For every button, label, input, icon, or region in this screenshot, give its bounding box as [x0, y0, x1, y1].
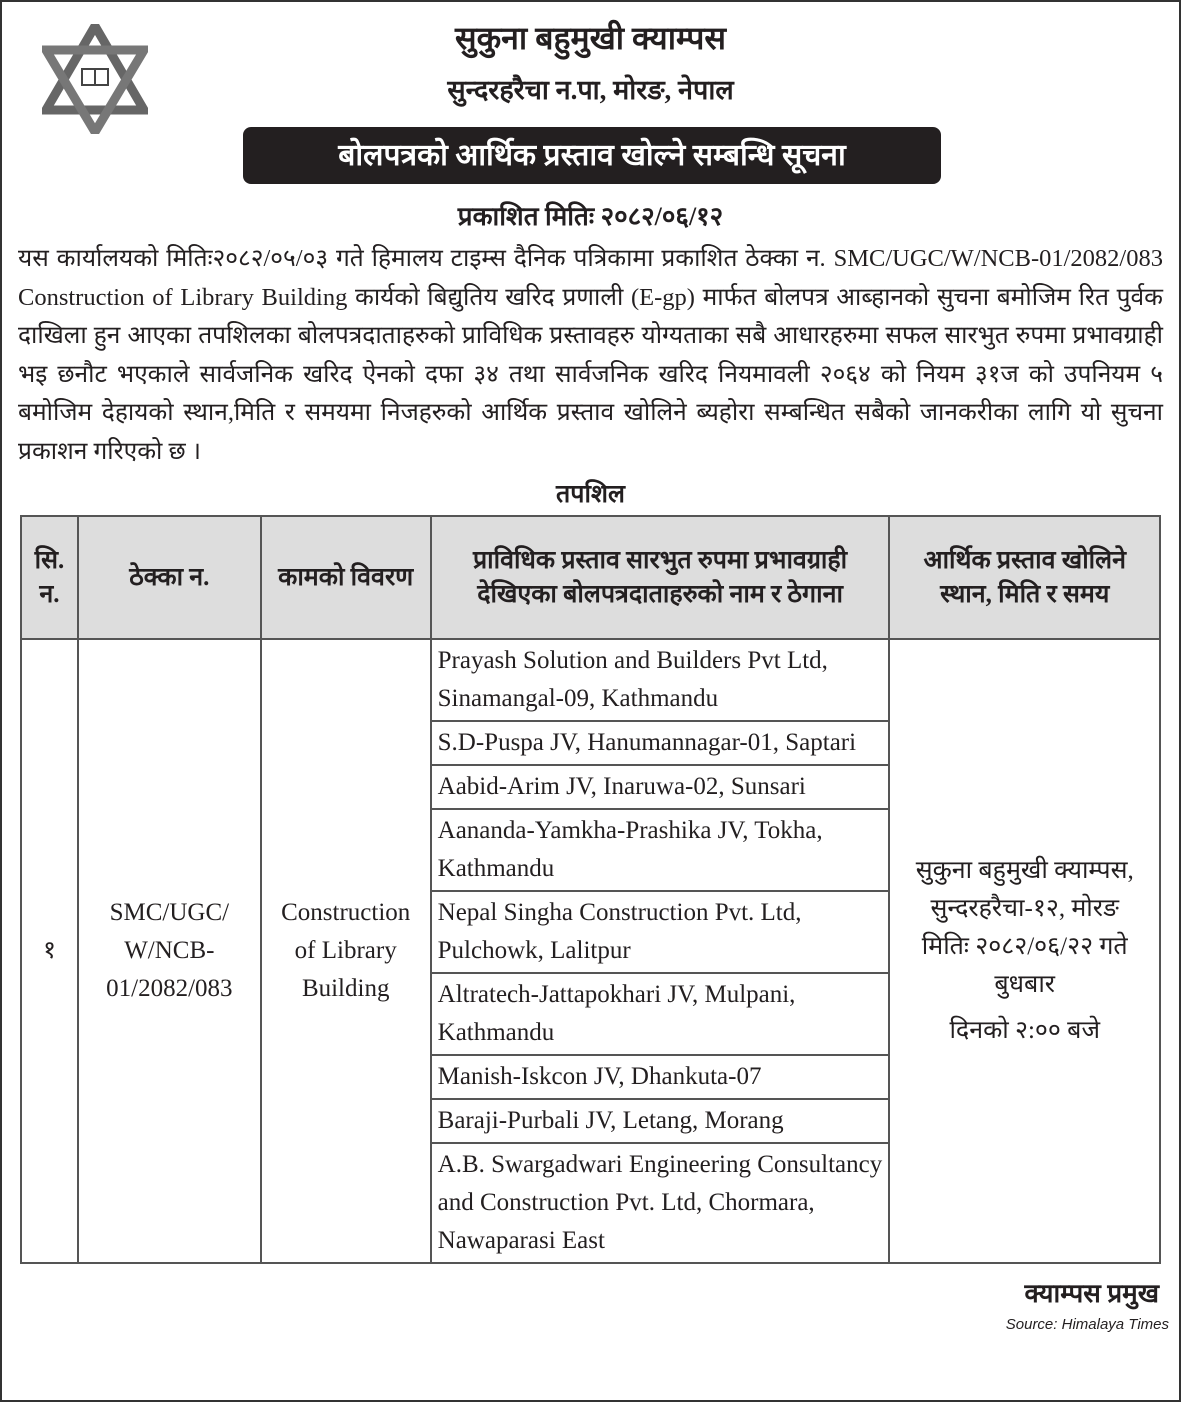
cell-contract-no: SMC/UGC/ W/NCB- 01/2082/083 — [78, 639, 261, 1263]
bidder-cell: Manish-Iskcon JV, Dhankuta-07 — [431, 1055, 890, 1099]
table-row — [21, 639, 1160, 721]
bidder-cell: Prayash Solution and Builders Pvt Ltd, Sinamangal-09, Kathmandu — [431, 639, 890, 721]
schedule-heading: तपशिल — [556, 481, 625, 508]
bidder-cell: Baraji-Purbali JV, Letang, Morang — [431, 1099, 890, 1143]
published-date: प्रकाशित मितिः २०८२/०६/१२ — [457, 202, 724, 231]
bidders-table — [20, 515, 1161, 1264]
bidder-cell: Aananda-Yamkha-Prashika JV, Tokha, Kathmandu — [431, 809, 890, 891]
header-sn: सि. न. — [21, 516, 78, 639]
header-venue: आर्थिक प्रस्ताव खोलिने स्थान, मिति र समय — [889, 516, 1160, 639]
cell-work: Construction of Library Building — [261, 639, 431, 1263]
venue-text: सुकुना बहुमुखी क्याम्पस, सुन्दरहरैचा-१२, मोरङ — [915, 857, 1134, 922]
header-contract-no: ठेक्का न. — [78, 516, 261, 639]
cell-sn: १ — [21, 639, 78, 1263]
header-bidders: प्राविधिक प्रस्ताव सारभुत रुपमा प्रभावग्राही देखिएका बोलपत्रदाताहरुको नाम र ठेगाना — [431, 516, 890, 639]
bidder-cell: Altratech-Jattapokhari JV, Mulpani, Kathmandu — [431, 973, 890, 1055]
source-credit: Source: Himalaya Times — [1005, 1316, 1169, 1333]
signatory: क्याम्पस प्रमुख — [1024, 1279, 1159, 1308]
table-header-row — [21, 516, 1160, 639]
opening-time: दिनको २:०० बजे — [949, 1017, 1101, 1044]
org-name: सुकुना बहुमुखी क्याम्पस — [454, 20, 727, 56]
notice-title: बोलपत्रको आर्थिक प्रस्ताव खोल्ने सम्बन्धि सूचना — [243, 127, 941, 184]
opening-date: मितिः २०८२/०६/२२ गते बुधबार — [921, 933, 1128, 998]
notice-paragraph: यस कार्यालयको मितिः२०८२/०५/०३ गते हिमालय टाइम्स दैनिक पत्रिकामा प्रकाशित ठेक्का न. SMC/UGC/W/NCB-01/2082/083 Construction of Library Building कार्यको बिद्युतिय खरिद प्रणाली (E-gp) मार्फत बोलपत्र आब्हानको सुचना बमोजिम रित पुर्वक दाखिला हुन आएका तपशिलका बोलपत्रदाताहरुको प्राविधिक प्रस्तावहरु योग्यताका सबै आधारहरुमा सफल सारभुत रुपमा प्रभावग्राही भइ छनौट भएकाले सार्वजनिक खरिद ऐनको दफा ३४ तथा सार्वजनिक खरिद नियमावली २०६४ को नियम ३१ज को उपनियम ५ बमोजिम देहायको स्थान,मिति र समयमा निजहरुको आर्थिक प्रस्ताव खोलिने ब्यहोरा सम्बन्धित सबैको जानकरीका लागि यो सुचना प्रकाशन गरिएको छ । — [18, 245, 1163, 465]
cell-venue — [889, 639, 1160, 1263]
bidder-cell: Nepal Singha Construction Pvt. Ltd, Pulchowk, Lalitpur — [431, 891, 890, 973]
org-address: सुन्दरहरैचा न.पा, मोरङ, नेपाल — [447, 75, 734, 105]
bidder-cell: S.D-Puspa JV, Hanumannagar-01, Saptari — [431, 721, 890, 765]
header-work: कामको विवरण — [261, 516, 431, 639]
bidder-cell: Aabid-Arim JV, Inaruwa-02, Sunsari — [431, 765, 890, 809]
bidder-cell: A.B. Swargadwari Engineering Consultancy and Construction Pvt. Ltd, Chormara, Nawaparasi East — [431, 1143, 890, 1263]
